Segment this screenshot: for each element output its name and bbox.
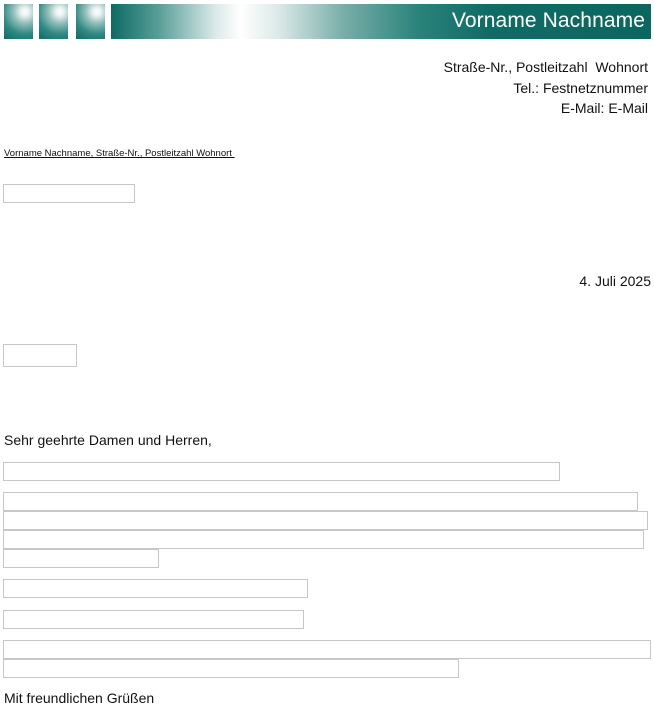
body-field-7[interactable] bbox=[3, 610, 304, 629]
body-field-4[interactable] bbox=[3, 530, 644, 549]
body-field-3[interactable] bbox=[3, 511, 648, 530]
body-field-5[interactable] bbox=[3, 549, 159, 568]
return-address-line: Vorname Nachname, Straße-Nr., Postleitzahl Wohnort bbox=[4, 148, 235, 159]
salutation: Sehr geehrte Damen und Herren, bbox=[4, 432, 212, 448]
sender-address: Straße-Nr., Postleitzahl Wohnort bbox=[443, 59, 648, 75]
recipient-field[interactable] bbox=[3, 184, 135, 203]
subject-field[interactable] bbox=[3, 344, 77, 367]
sender-email: E-Mail: E-Mail bbox=[560, 100, 648, 116]
body-field-9[interactable] bbox=[3, 659, 459, 678]
body-field-1[interactable] bbox=[3, 462, 560, 481]
logo-square-2 bbox=[39, 4, 68, 39]
body-field-6[interactable] bbox=[3, 579, 308, 598]
header-banner bbox=[111, 4, 651, 39]
closing: Mit freundlichen Grüßen bbox=[4, 690, 155, 706]
body-field-8[interactable] bbox=[3, 640, 651, 659]
sender-phone: Tel.: Festnetznummer bbox=[513, 79, 648, 96]
body-field-2[interactable] bbox=[3, 492, 638, 511]
logo-square-3 bbox=[76, 4, 105, 39]
sender-contact-block bbox=[444, 57, 648, 119]
logo-square-1 bbox=[4, 4, 33, 39]
letter-date: 4. Juli 2025 bbox=[579, 273, 651, 289]
sender-name-title: Vorname Nachname bbox=[451, 9, 645, 32]
